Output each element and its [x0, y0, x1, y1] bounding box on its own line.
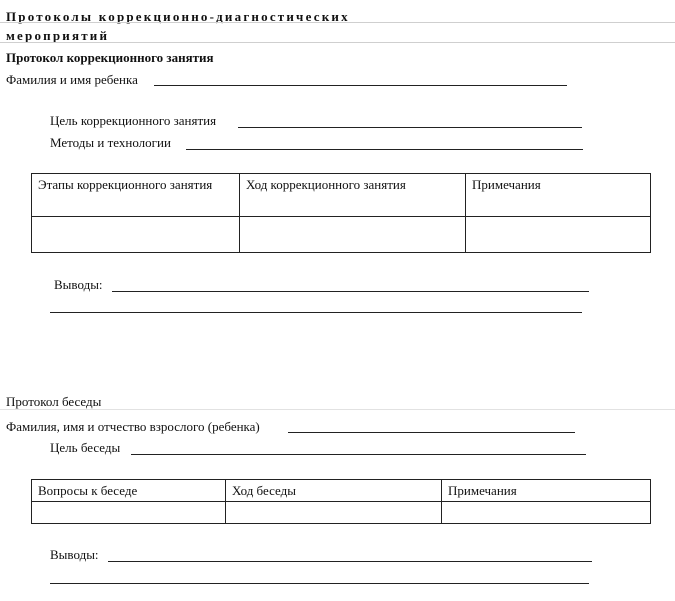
lesson-goal-label: Цель коррекционного занятия [50, 113, 217, 128]
conversation-protocol-title: Протокол беседы [6, 394, 102, 409]
conversation-table-cell[interactable] [226, 502, 442, 524]
conversation-conclusions-field[interactable] [108, 561, 592, 562]
lesson-goal-field[interactable] [238, 127, 582, 128]
methods-field[interactable] [186, 149, 583, 150]
section-divider [0, 409, 675, 410]
conversation-table-header: Примечания [442, 480, 651, 502]
methods-label: Методы и технологии [50, 135, 171, 150]
lesson-table-header: Примечания [466, 174, 651, 217]
conversation-table-cell[interactable] [32, 502, 226, 524]
conversation-table-cell[interactable] [442, 502, 651, 524]
lesson-table-cell[interactable] [466, 217, 651, 253]
lesson-table-cell[interactable] [240, 217, 466, 253]
lesson-conclusions-field[interactable] [112, 291, 589, 292]
conversation-conclusions-label: Выводы: [50, 547, 99, 562]
child-name-field[interactable] [154, 85, 567, 86]
lesson-table-cell[interactable] [32, 217, 240, 253]
lesson-table [31, 173, 651, 253]
lesson-protocol-title: Протокол коррекционного занятия [6, 50, 214, 65]
lesson-conclusions-label: Выводы: [54, 277, 103, 292]
page-title-line-1: Протоколы коррекционно-диагностических [6, 9, 350, 24]
conversation-conclusions-field-2[interactable] [50, 583, 589, 584]
heading-divider [0, 42, 675, 43]
conversation-table-header: Ход беседы [226, 480, 442, 502]
conversation-table [31, 479, 651, 524]
adult-name-label: Фамилия, имя и отчество взрослого (ребенка) [6, 419, 260, 434]
conversation-goal-field[interactable] [131, 454, 586, 455]
conversation-goal-label: Цель беседы [50, 440, 121, 455]
lesson-table-header: Этапы коррекционного занятия [32, 174, 240, 217]
heading-divider [0, 22, 675, 23]
lesson-conclusions-field-2[interactable] [50, 312, 582, 313]
lesson-table-header: Ход коррекционного занятия [240, 174, 466, 217]
conversation-table-header: Вопросы к беседе [32, 480, 226, 502]
page-title-line-2: мероприятий [6, 28, 110, 43]
child-name-label: Фамилия и имя ребенка [6, 72, 138, 87]
adult-name-field[interactable] [288, 432, 575, 433]
